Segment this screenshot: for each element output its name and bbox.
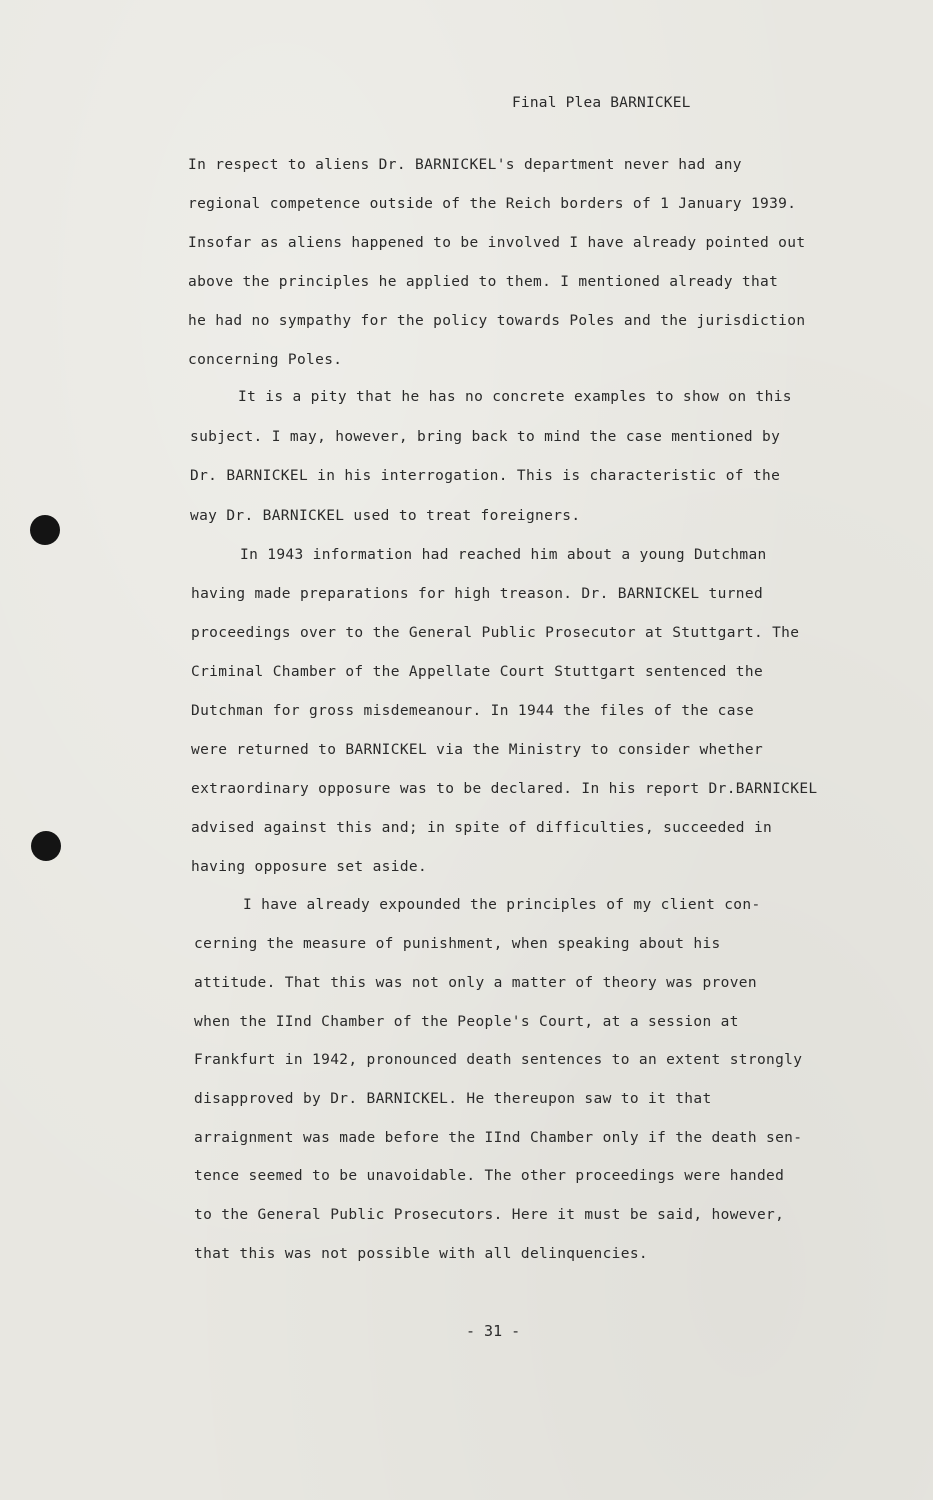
text-line: proceedings over to the General Public Prosecutor at Stuttgart. The (191, 625, 800, 641)
text-line: he had no sympathy for the policy towards Poles and the jurisdiction (188, 313, 806, 329)
page-number: - 31 - (466, 1322, 521, 1340)
text-line: advised against this and; in spite of difficulties, succeeded in (191, 820, 773, 836)
punch-hole-bottom (31, 831, 61, 861)
text-line: concerning Poles. (188, 352, 343, 368)
text-line: Dutchman for gross misdemeanour. In 1944 the files of the case (191, 703, 754, 719)
punch-hole-top (30, 515, 60, 545)
text-line: extraordinary opposure was to be declared. In his report Dr.BARNICKEL (191, 781, 818, 797)
text-line: arraignment was made before the IInd Chamber only if the death sen- (194, 1130, 803, 1146)
text-line: cerning the measure of punishment, when speaking about his (194, 936, 721, 952)
text-line: way Dr. BARNICKEL used to treat foreigners. (190, 508, 581, 524)
text-line: when the IInd Chamber of the People's Court, at a session at (194, 1014, 739, 1030)
text-line: tence seemed to be unavoidable. The other proceedings were handed (194, 1168, 785, 1184)
text-line: Criminal Chamber of the Appellate Court Stuttgart sentenced the (191, 664, 764, 680)
text-line: regional competence outside of the Reich borders of 1 January 1939. (188, 196, 797, 212)
text-line: Frankfurt in 1942, pronounced death sentences to an extent strongly (194, 1052, 803, 1068)
text-line: that this was not possible with all delinquencies. (194, 1246, 648, 1262)
text-line: having opposure set aside. (191, 859, 428, 875)
text-line: having made preparations for high treason. Dr. BARNICKEL turned (191, 586, 764, 602)
text-line: to the General Public Prosecutors. Here it must be said, however, (194, 1207, 785, 1223)
text-line: disapproved by Dr. BARNICKEL. He thereupon saw to it that (194, 1091, 712, 1107)
text-line: Dr. BARNICKEL in his interrogation. This is characteristic of the (190, 468, 781, 484)
text-line: were returned to BARNICKEL via the Ministry to consider whether (191, 742, 764, 758)
text-line: attitude. That this was not only a matter of theory was proven (194, 975, 757, 991)
text-line: I have already expounded the principles of my client con- (243, 897, 761, 913)
text-line: It is a pity that he has no concrete examples to show on this (238, 389, 792, 405)
text-line: In 1943 information had reached him about a young Dutchman (240, 547, 767, 563)
text-line: In respect to aliens Dr. BARNICKEL's department never had any (188, 157, 742, 173)
text-line: above the principles he applied to them. I mentioned already that (188, 274, 779, 290)
text-line: Insofar as aliens happened to be involved I have already pointed out (188, 235, 806, 251)
text-line: subject. I may, however, bring back to mind the case mentioned by (190, 429, 781, 445)
page-header: Final Plea BARNICKEL (512, 95, 691, 111)
